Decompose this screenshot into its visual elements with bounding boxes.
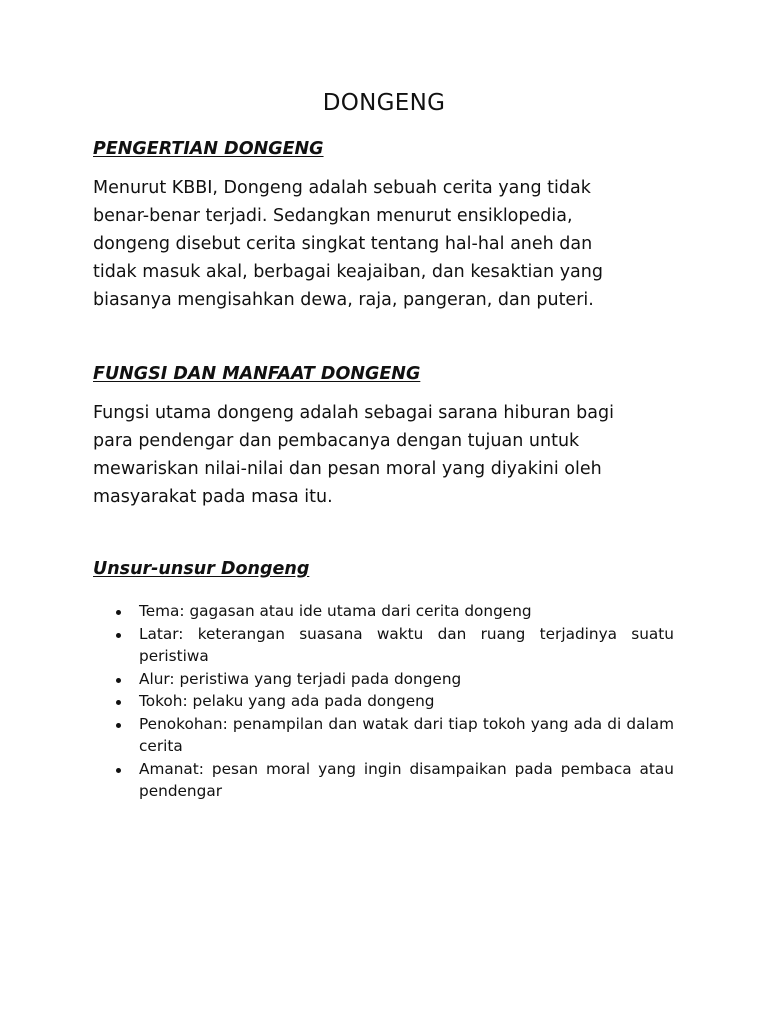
bullet-icon xyxy=(116,610,121,615)
paragraph-line: dongeng disebut cerita singkat tentang hal-hal aneh dan xyxy=(93,234,593,254)
paragraph-line: para pendengar dan pembacanya dengan tujuan untuk xyxy=(93,431,580,451)
section-paragraph-fungsi xyxy=(93,399,683,511)
bullet-icon xyxy=(116,768,121,773)
bullet-icon xyxy=(116,700,121,705)
section-paragraph-pengertian xyxy=(93,174,683,314)
section-heading-fungsi: FUNGSI DAN MANFAAT DONGENG xyxy=(93,364,421,384)
paragraph-line: biasanya mengisahkan dewa, raja, pangeran, dan puteri. xyxy=(93,290,594,310)
list-item-text: Tema: gagasan atau ide utama dari cerita dongeng xyxy=(139,602,532,620)
paragraph-line: Menurut KBBI, Dongeng adalah sebuah cerita yang tidak xyxy=(93,178,591,198)
paragraph-line: mewariskan nilai-nilai dan pesan moral yang diyakini oleh xyxy=(93,459,602,479)
document-title: DONGENG xyxy=(322,90,446,116)
list-item-text: Tokoh: pelaku yang ada pada dongeng xyxy=(139,692,435,710)
list-item xyxy=(93,758,674,803)
bullet-icon xyxy=(116,633,121,638)
bullet-icon xyxy=(116,678,121,683)
list-item xyxy=(93,623,674,668)
paragraph-line: masyarakat pada masa itu. xyxy=(93,487,333,507)
list-item xyxy=(93,668,674,691)
section-heading-unsur: Unsur-unsur Dongeng xyxy=(93,559,310,579)
list-item xyxy=(93,713,674,758)
paragraph-line: benar-benar terjadi. Sedangkan menurut ensiklopedia, xyxy=(93,206,573,226)
list-item xyxy=(93,600,674,623)
paragraph-line: tidak masuk akal, berbagai keajaiban, dan kesaktian yang xyxy=(93,262,603,282)
section-heading-pengertian: PENGERTIAN DONGENG xyxy=(93,139,324,159)
list-item xyxy=(93,690,674,713)
paragraph-line: Fungsi utama dongeng adalah sebagai sarana hiburan bagi xyxy=(93,403,614,423)
list-item-text: Latar: keterangan suasana waktu dan ruang terjadinya suatu peristiwa xyxy=(139,624,674,665)
bullet-icon xyxy=(116,723,121,728)
unsur-bullet-list xyxy=(93,600,674,803)
list-item-text: Amanat: pesan moral yang ingin disampaikan pada pembaca atau pendengar xyxy=(139,759,674,800)
list-item-text: Penokohan: penampilan dan watak dari tiap tokoh yang ada di dalam cerita xyxy=(139,714,674,755)
list-item-text: Alur: peristiwa yang terjadi pada dongeng xyxy=(139,669,462,688)
